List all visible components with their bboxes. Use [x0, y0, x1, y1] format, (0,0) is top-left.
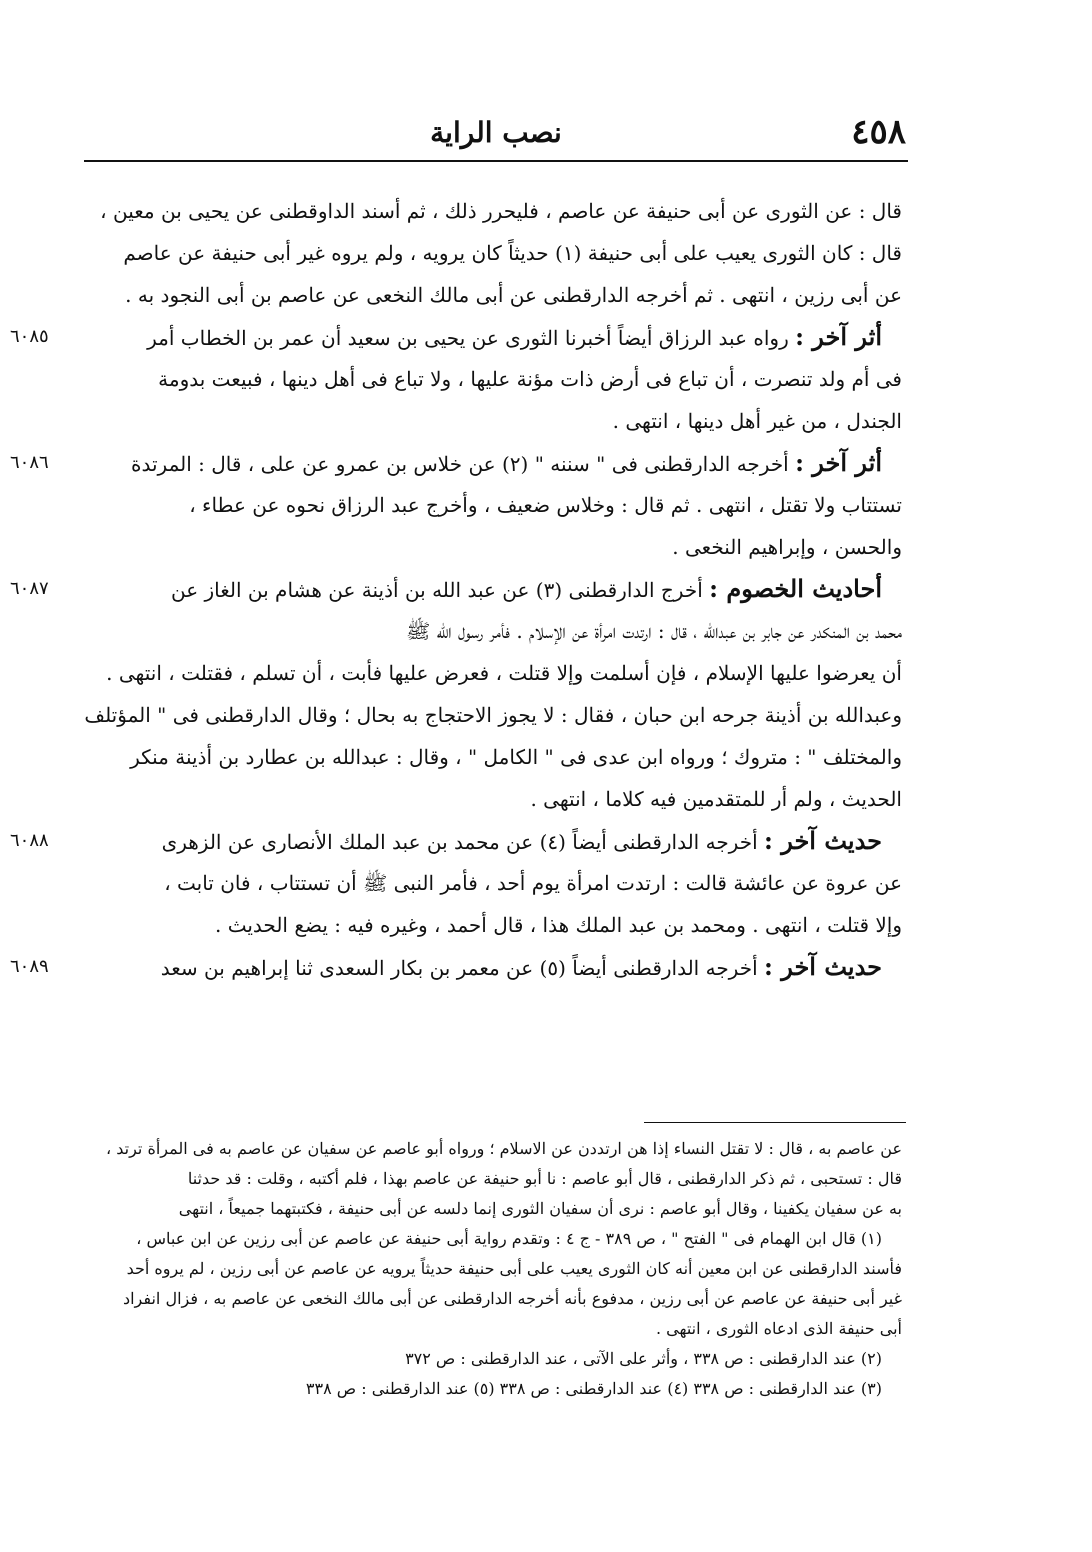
footnote-line: عن عاصم به ، قال : لا تقتل النساء إذا هن ارتددن عن الاسلام ؛ ورواه أبو عاصم عن سفيان عن عاصم به فى المرأة ترتد ،	[106, 1139, 902, 1158]
entry-6088	[10, 820, 902, 946]
running-title: نصب الراية	[430, 116, 562, 149]
text-line: والمختلف " : متروك ؛ ورواه ابن عدى فى " الكامل " ، وقال : عبدالله بن عطارد بن أذينة منكر	[130, 745, 902, 769]
text-line: أن يعرضوا عليها الإسلام ، فإن أسلمت وإلا قتلت ، فعرض عليها فأبت ، أن تسلم ، فقتلت ، انتهى .	[106, 661, 902, 685]
text-line: الجندل ، من غير أهل دينها ، انتهى .	[612, 409, 902, 433]
entry-first-line	[84, 946, 902, 988]
text-line: قال : عن الثورى عن أبى حنيفة عن عاصم ، فليحرر ذلك ، ثم أسند الداوقطنى عن يحيى بن معين ،	[100, 199, 902, 223]
text-line: الحديث ، ولم أر للمتقدمين فيه كلاما ، انتهى .	[530, 787, 902, 811]
footnote-1: (١) قال ابن الهمام فى " الفتح " ، ص ٣٨٩ - ج ٤ : وتقدم رواية أبى حنيفة عن عاصم عن أبى رزين عن ابن عباس ،	[136, 1229, 882, 1248]
footnotes	[86, 1134, 902, 1404]
entry-number: ٦٠٨٦	[10, 452, 49, 473]
page-header	[86, 112, 906, 160]
entry-text: أخرجه الدارقطنى أيضاً (٤) عن محمد بن عبد الملك الأنصارى عن الزهرى	[161, 830, 758, 854]
footnote-line: قال : تستحبى ، ثم ذكر الدارقطنى ، قال أبو عاصم : نا أبو حنيفة عن عاصم بهذا ، فلم أكتبه ، وقلت : قد حدثنا	[187, 1169, 902, 1188]
footnote-rule	[644, 1122, 906, 1123]
text-line: والحسن ، وإبراهيم النخعى .	[672, 535, 902, 559]
entry-6089	[10, 946, 902, 988]
entry-number: ٦٠٨٩	[10, 956, 49, 977]
entry-6087	[10, 568, 902, 820]
footnote-line: به عن سفيان يكفينا ، وقال أبو عاصم : نرى أن سفيان الثورى إنما دلسه عن أبى حنيفة ، فكتبتهما جميعاً ، انتهى	[178, 1199, 902, 1218]
entry-text: أخرجه الدارقطنى فى " سننه " (٢) عن خلاس بن عمرو عن على ، قال : المرتدة	[131, 452, 789, 476]
main-text	[10, 190, 902, 988]
entry-first-line	[84, 568, 902, 610]
entry-number: ٦٠٨٨	[10, 830, 49, 851]
footnote-line: فأسند الدارقطنى عن ابن معين أنه كان الثورى يعيب على أبى حنيفة حديثاً يرويه عن عاصم عن أبى رزين ، لم يروه أحد	[126, 1259, 902, 1278]
entry-text: أخرجه الدارقطنى أيضاً (٥) عن معمر بن بكار السعدى ثنا إبراهيم بن سعد	[160, 956, 758, 980]
entry-lead: أثر آخر :	[795, 322, 882, 351]
entry-lead: أثر آخر :	[795, 448, 882, 477]
entry-text: رواه عبد الرزاق أيضاً أخبرنا الثورى عن يحيى بن سعيد أن عمر بن الخطاب أمر	[147, 326, 789, 350]
entry-lead: أحاديث الخصوم :	[709, 574, 882, 603]
footnote-2: (٢) عند الدارقطنى : ص ٣٣٨ ، وأثر على الآتى ، عند الدارقطنى : ص ٣٧٢	[405, 1349, 882, 1368]
text-line: محمد بن المنكدر عن جابر بن عبدالله ، قال : ارتدت امرأة عن الإسلام . فأمر رسول الله ﷺ	[406, 619, 902, 643]
footnote-line: أبى حنيفة الذى ادعاه الثورى ، انتهى .	[655, 1319, 902, 1338]
page-number: ٤٥٨	[851, 112, 906, 152]
footnote-line: غير أبى حنيفة عن عاصم عن أبى رزين ، مدفوع بأنه أخرجه الدارقطنى عن أبى مالك النخعى عن عاصم به ، فزال انفراد	[122, 1289, 902, 1308]
text-line: عن عروة عن عائشة قالت : ارتدت امرأة يوم أحد ، فأمر النبى ﷺ أن تستتاب ، فان تابت ،	[164, 871, 902, 895]
text-line: وإلا قتلت ، انتهى . ومحمد بن عبد الملك هذا ، قال أحمد ، وغيره فيه : يضع الحديث .	[215, 913, 902, 937]
entry-6086	[10, 442, 902, 568]
text-line: عن أبى رزين ، انتهى . ثم أخرجه الدارقطنى عن أبى مالك النخعى عن عاصم بن أبى النجود به .	[125, 283, 902, 307]
text-line: قال : كان الثورى يعيب على أبى حنيفة (١) حديثاً كان يرويه ، ولم يروه غير أبى حنيفة عن عاصم	[123, 241, 902, 265]
entry-first-line	[84, 442, 902, 484]
entry-number: ٦٠٨٥	[10, 326, 49, 347]
text-line: وعبدالله بن أذينة جرحه ابن حبان ، فقال : لا يجوز الاحتجاج به بحال ؛ وقال الدارقطنى فى " المؤتلف	[84, 703, 902, 727]
entry-text: أخرج الدارقطنى (٣) عن عبد الله بن أذينة عن هشام بن الغاز عن	[170, 578, 703, 602]
entry-lead: حديث آخر :	[764, 952, 882, 981]
entry-first-line	[84, 820, 902, 862]
entry-first-line	[84, 316, 902, 358]
entry-lead: حديث آخر :	[764, 826, 882, 855]
text-line: تستتاب ولا تقتل ، انتهى . ثم قال : وخلاس ضعيف ، وأخرج عبد الرزاق نحوه عن عطاء ،	[189, 493, 902, 517]
header-rule	[84, 160, 908, 162]
text-line: فى أم ولد تنصرت ، أن تباع فى أرض ذات مؤنة عليها ، ولا تباع فى أهل دينها ، فبيعت بدومة	[158, 367, 902, 391]
entry-number: ٦٠٨٧	[10, 578, 49, 599]
entry-6085	[10, 316, 902, 442]
footnote-3-4-5: (٣) عند الدارقطنى : ص ٣٣٨ (٤) عند الدارقطنى : ص ٣٣٨ (٥) عند الدارقطنى : ص ٣٣٨	[305, 1379, 882, 1398]
